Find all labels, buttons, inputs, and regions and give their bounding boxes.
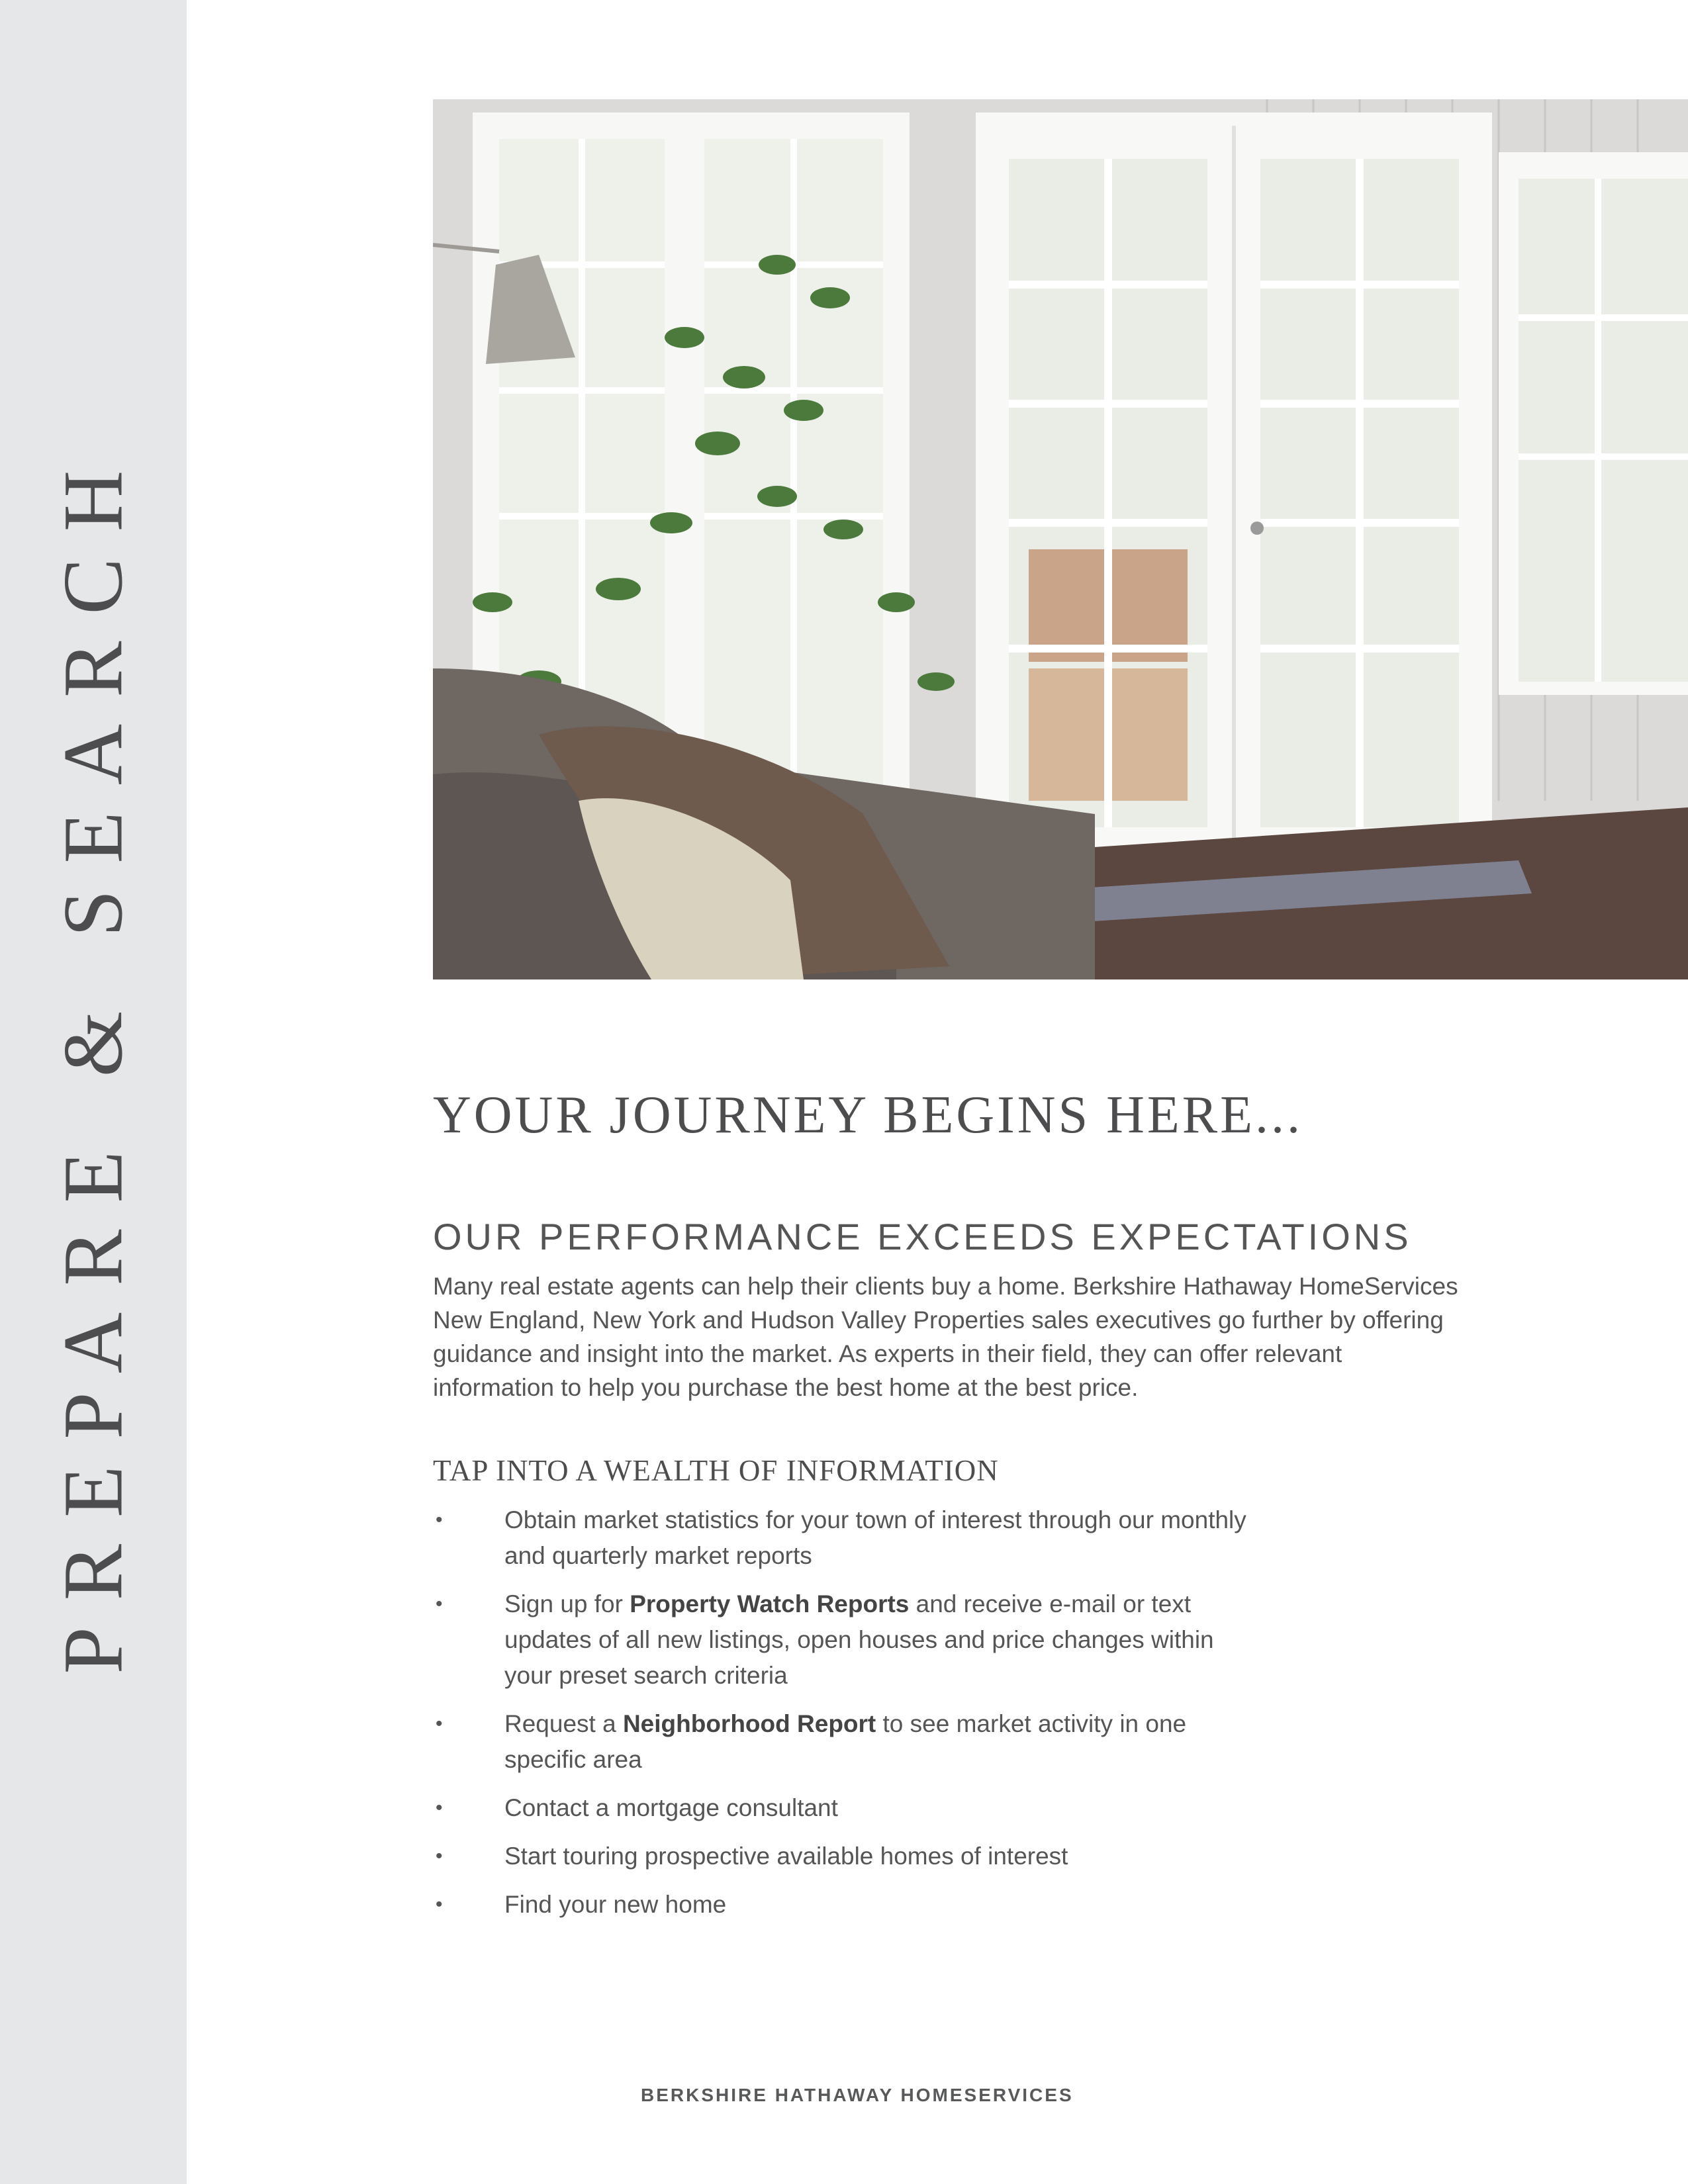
sidebar-band [0,0,187,2184]
list-item: • Obtain market statistics for your town of interest through our monthly and quarterly market reports [433,1502,1260,1574]
bullet-icon: • [436,1713,443,1735]
list-item: • Contact a mortgage consultant [433,1790,1260,1826]
bullet-icon: • [436,1593,443,1615]
list-item: • Sign up for Property Watch Reports and receive e-mail or text updates of all new listings, open houses and price changes within your preset search criteria [433,1586,1260,1694]
intro-paragraph: Many real estate agents can help their clients buy a home. Berkshire Hathaway HomeServices New England, New York and Hudson Valley Properties sales executives go further by offering guidance and insight into the market. As experts in their field, they can offer relevant information to help you purchase the best home at the best price. [433,1273,1458,1401]
neighborhood-report: Neighborhood Report [622,1710,876,1737]
sidebar-title: PREPARE & SEARCH [46,443,140,1674]
bullet-icon: • [436,1845,443,1867]
info-bullet-list [433,1502,1260,1935]
property-watch-reports: Property Watch Reports [630,1590,910,1617]
hero-photo [433,99,1688,979]
bullet-icon: • [436,1893,443,1915]
section-subtitle: OUR PERFORMANCE EXCEEDS EXPECTATIONS [433,1216,1412,1257]
bullet-icon: • [436,1797,443,1819]
list-item: • Request a Neighborhood Report to see market activity in one specific area [433,1706,1260,1778]
list-item: • Start touring prospective available homes of interest [433,1839,1260,1874]
info-section-title: TAP INTO A WEALTH OF INFORMATION [433,1454,999,1487]
footer-brand: BERKSHIRE HATHAWAY HOMESERVICES [641,2085,1074,2105]
page-title: YOUR JOURNEY BEGINS HERE... [433,1086,1303,1144]
list-item: • Find your new home [433,1887,1260,1923]
bullet-icon: • [436,1509,443,1531]
